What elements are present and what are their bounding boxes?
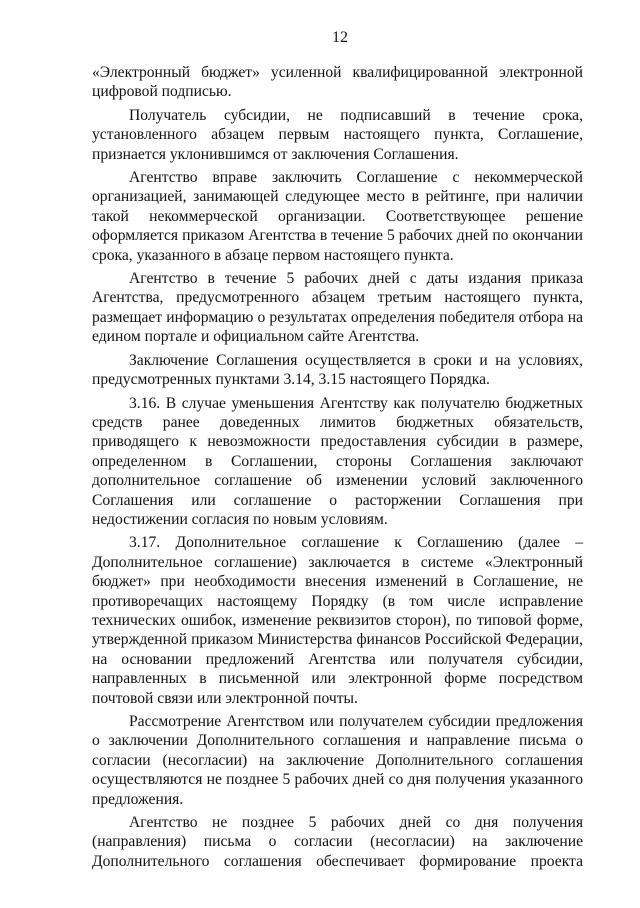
- paragraph-terms: Заключение Соглашения осуществляется в сроки и на условиях, предусмотренных пунктами 3.14, 3.15 настоящего Порядка.: [92, 351, 583, 389]
- paragraph-publication: Агентство в течение 5 рабочих дней с даты издания приказа Агентства, предусмотренного абзацем третьим настоящего пункта, размещает информацию о результатах определения победителя отбора на едином портале и официальном сайте Агентства.: [92, 270, 583, 346]
- paragraph-continuation: «Электронный бюджет» усиленной квалифицированной электронной цифровой подписью.: [92, 64, 583, 101]
- paragraph-3-17: 3.17. Дополнительное соглашение к Соглашению (далее – Дополнительное соглашение) заключается в системе «Электронный бюджет» при необходимости внесения изменений в Соглашение, не противоречащих настоящему Порядку (в том числе исправление технических ошибок, изменение реквизитов сторон), по типовой форме, утвержденной приказом Министерства финансов Российской Федерации, на основании предложений Агентства или получателя субсидии, направленных в письменной или электронной форме посредством почтовой связи или электронной почты.: [92, 534, 583, 707]
- paragraph-3-16: 3.16. В случае уменьшения Агентству как получателю бюджетных средств ранее доведенных лимитов бюджетных обязательств, приводящего к невозможности предоставления субсидии в размере, определенном в Соглашении, стороны Соглашения заключают дополнительное соглашение об изменении условий заключенного Соглашения или соглашение о расторжении Соглашения при недостижении согласия по новым условиям.: [92, 394, 583, 528]
- paragraph-unsigned-recipient: Получатель субсидии, не подписавший в течение срока, установленного абзацем первым настоящего пункта, Соглашение, признается уклонившимся от заключения Соглашения.: [92, 106, 583, 163]
- paragraph-agency-response: Агентство не позднее 5 рабочих дней со дня получения (направления) письма о согласии (несогласии) на заключение Дополнительного соглашения обеспечивает формирование проекта: [92, 814, 583, 870]
- paragraph-review-proposal: Рассмотрение Агентством или получателем субсидии предложения о заключении Дополнительного соглашения и направление письма о согласии (несогласии) на заключение Дополнительного соглашения осуществляются не позднее 5 рабочих дней со дня получения указанного предложения.: [92, 713, 583, 808]
- paragraph-next-in-rating: Агентство вправе заключить Соглашение с некоммерческой организацией, занимающей следующее место в рейтинге, при наличии такой некоммерческой организации. Соответствующее решение оформляется приказом Агентства в течение 5 рабочих дней по окончании срока, указанного в абзаце первом настоящего пункта.: [92, 169, 583, 264]
- document-body: [92, 63, 583, 875]
- page-number: 12: [332, 29, 348, 46]
